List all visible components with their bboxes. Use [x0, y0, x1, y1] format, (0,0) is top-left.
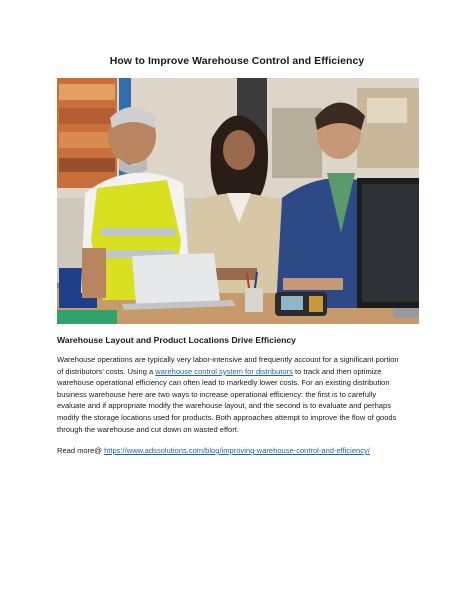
paragraph-line: modify the storage locations used for products. Both approaches attempt to improve the flow of goods — [57, 412, 397, 422]
paragraph-line: warehouse operational efficiency can often lead to markedly lower costs. For an existing distribution — [57, 378, 390, 388]
warehouse-control-system-link[interactable]: warehouse control system for distributors — [155, 366, 293, 376]
page-title: How to Improve Warehouse Control and Efficiency — [109, 55, 365, 67]
paragraph-line: business warehouse here are two ways to increase operational efficiency: the first is to carefully — [57, 389, 377, 399]
paragraph-line: through the warehouse and cut down on wasted effort. — [57, 424, 239, 434]
paragraph-line — [57, 366, 421, 378]
warehouse-team-photo — [57, 78, 419, 324]
section-heading: Warehouse Layout and Product Locations Drive Efficiency — [57, 335, 296, 345]
body-paragraph — [57, 354, 421, 435]
read-more — [57, 446, 370, 455]
read-more-label: Read more@ — [57, 446, 105, 455]
paragraph-line: evaluate and if appropriate modify the warehouse layout, and the second is to evaluate and perhaps — [57, 401, 391, 411]
paragraph-text: to track and then optimize — [292, 366, 382, 376]
paragraph-line: Warehouse operations are typically very labor-intensive and frequently account for a significant portion — [57, 355, 399, 364]
paragraph-text: of distributors’ costs. Using a — [57, 366, 156, 376]
read-more-link[interactable]: https://www.adssolutions.com/blog/improving-warehouse-control-and-efficiency/ — [104, 446, 370, 455]
